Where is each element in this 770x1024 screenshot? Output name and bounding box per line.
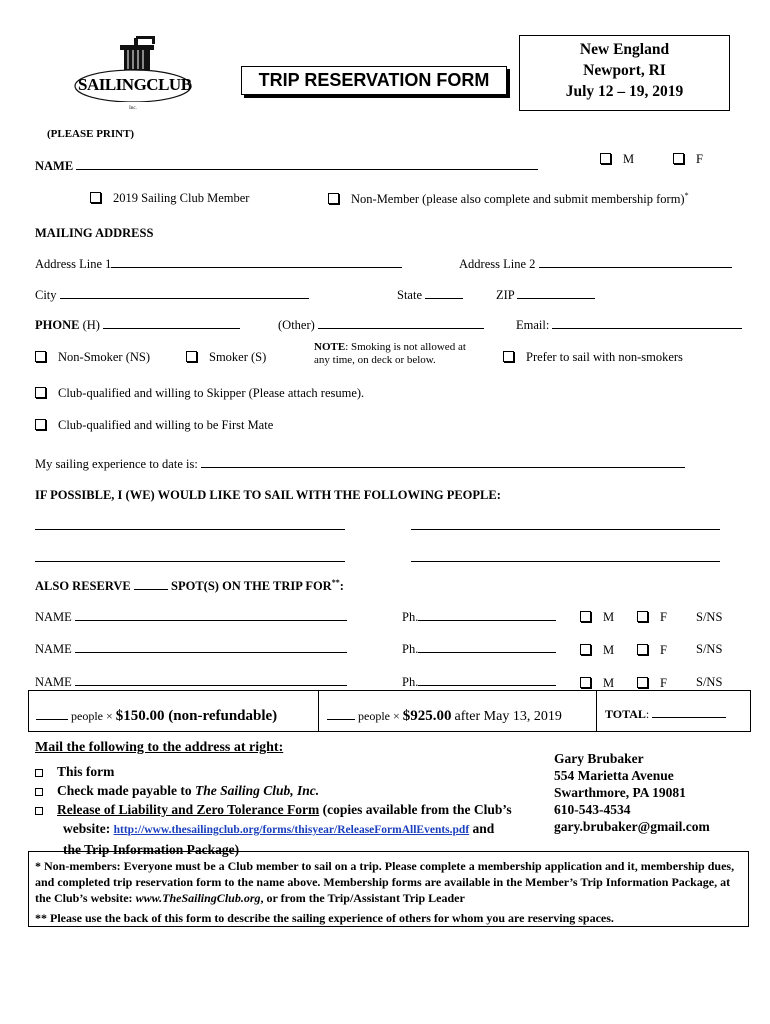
phone-h-label: (H): [82, 318, 100, 332]
mail-item-3-website-label: website:: [63, 821, 114, 836]
sail-with-field-4[interactable]: [411, 551, 720, 562]
name-label-text: NAME: [35, 159, 74, 173]
email-row: [516, 318, 742, 333]
note-text-2: any time, on deck or below.: [314, 354, 436, 366]
mail-item-2: Check made payable to: [57, 783, 195, 798]
mail-item-3-form-name: Release of Liability and Zero Tolerance Form: [57, 802, 320, 817]
price-option-1: [36, 708, 277, 725]
guest-sns-label[interactable]: S/NS: [696, 642, 723, 656]
sail-with-field-1[interactable]: [35, 519, 345, 530]
price-box: [28, 690, 751, 732]
guest-name-label: NAME: [35, 610, 72, 624]
mailing-address-heading: MAILING ADDRESS: [35, 226, 154, 240]
guest-name-field[interactable]: [75, 610, 347, 621]
also-reserve-label-2: SPOT(S) ON THE TRIP FOR: [171, 579, 332, 594]
checkbox-icon[interactable]: [35, 387, 46, 398]
prefer-non-smokers-option[interactable]: [503, 350, 683, 365]
checkbox-icon[interactable]: [35, 351, 46, 362]
total-label: TOTAL: [605, 707, 646, 721]
sail-with-field-3[interactable]: [35, 551, 345, 562]
non-smoker-option[interactable]: [35, 350, 150, 365]
footnote-1-text: * Non-members: Everyone must be a Club member to sail on a trip. Please complete a membership application and it, membership dues, and completed trip reservation form to the name above. Membership forms are available in the Member’s Trip Information Package, at the Club’s website:: [35, 859, 735, 905]
address-city: Swarthmore, PA 19081: [554, 785, 686, 800]
experience-label: My sailing experience to date is:: [35, 457, 198, 471]
bullet-box-icon: [35, 788, 43, 796]
address-name: Gary Brubaker: [554, 751, 644, 766]
mail-item-3-rest: (copies available from the Club’s: [319, 802, 512, 817]
mail-item-3-line3: the Trip Information Package): [63, 842, 240, 857]
checkbox-icon[interactable]: [35, 419, 46, 430]
name-field[interactable]: [76, 159, 538, 170]
total-row: TOTAL:: [605, 707, 726, 722]
note-label: NOTE: [314, 341, 346, 353]
trip-dates: July 12 – 19, 2019: [565, 83, 684, 100]
address-line1-field[interactable]: [111, 257, 402, 268]
spots-count-field[interactable]: [134, 579, 168, 590]
total-field[interactable]: [652, 707, 726, 718]
mail-items: [35, 762, 512, 859]
trip-location-box: [519, 35, 730, 111]
checkbox-icon[interactable]: [673, 153, 684, 164]
first-mate-label: Club-qualified and willing to be First Mate: [58, 418, 274, 432]
guest-phone-row: [402, 642, 556, 657]
guest-phone-label: Ph.: [402, 675, 419, 689]
guest-m-label: M: [603, 676, 615, 690]
address-line2-field[interactable]: [539, 257, 732, 268]
price1-amount: $150.00 (non-refundable): [115, 708, 278, 724]
address-email: gary.brubaker@gmail.com: [554, 819, 710, 834]
sailing-club-logo: [70, 36, 196, 114]
guest-m-option[interactable]: [580, 643, 614, 658]
guest-name-label: NAME: [35, 675, 72, 689]
guest-name-field[interactable]: [75, 675, 347, 686]
checkbox-icon[interactable]: [580, 677, 591, 688]
skipper-option[interactable]: [35, 386, 364, 401]
price-option-2: [327, 708, 562, 725]
address-line1-label: Address Line 1: [35, 257, 112, 271]
state-field[interactable]: [425, 288, 463, 299]
guest-f-label: F: [660, 610, 667, 624]
guest-sns-label[interactable]: S/NS: [696, 675, 723, 689]
guest-phone-label: Ph.: [402, 610, 419, 624]
name-label: [35, 159, 538, 174]
prefer-non-smokers-label: Prefer to sail with non-smokers: [526, 350, 683, 364]
mail-item-1: This form: [57, 764, 115, 779]
gender-f-option[interactable]: [673, 152, 703, 167]
address-line2-row: [459, 257, 732, 272]
smoker-label: Smoker (S): [209, 350, 267, 364]
non-member-footnote-mark: *: [684, 191, 689, 200]
sail-with-heading: IF POSSIBLE, I (WE) WOULD LIKE TO SAIL WITH THE FOLLOWING PEOPLE:: [35, 488, 501, 502]
checkbox-icon[interactable]: [600, 153, 611, 164]
mail-heading: Mail the following to the address at right:: [35, 740, 284, 755]
mail-item-3-and: and: [469, 821, 495, 836]
experience-field[interactable]: [201, 457, 685, 468]
trip-region: New England: [579, 41, 670, 58]
checkbox-icon[interactable]: [90, 192, 101, 203]
bullet-box-icon: [35, 769, 43, 777]
non-smoker-label: Non-Smoker (NS): [58, 350, 151, 364]
guest-name-row: [35, 675, 347, 690]
phone-label: PHONE: [35, 318, 80, 332]
smoking-note: [314, 341, 466, 367]
checkbox-icon[interactable]: [637, 677, 648, 688]
guest-m-option[interactable]: [580, 676, 614, 691]
form-title: TRIP RESERVATION FORM: [241, 66, 507, 95]
footnotes-box: [28, 851, 749, 927]
guest-phone-row: [402, 610, 556, 625]
guest-phone-field[interactable]: [418, 675, 556, 686]
club-website: www.TheSailingClub.org: [135, 891, 261, 905]
people-count-field-2[interactable]: [327, 709, 355, 720]
checkbox-icon[interactable]: [637, 644, 648, 655]
guest-m-label: M: [603, 643, 615, 657]
price1-people-label: people ×: [71, 709, 113, 723]
address-line1-row: [35, 257, 402, 272]
guest-name-row: [35, 642, 347, 657]
experience-row: [35, 457, 685, 472]
phone-home-field[interactable]: [103, 318, 240, 329]
footnote-2: ** Please use the back of this form to describe the sailing experience of others for whom you are reserving spaces.: [35, 911, 614, 925]
guest-f-option[interactable]: [637, 676, 667, 691]
address-street: 554 Marietta Avenue: [554, 768, 674, 783]
checkbox-icon[interactable]: [328, 193, 339, 204]
zip-row: [496, 288, 595, 303]
phone-row: [35, 318, 240, 333]
price2-after-date: after May 13, 2019: [454, 709, 562, 724]
phone-other-label: (Other): [278, 318, 315, 332]
address-line2-label: Address Line 2: [459, 257, 536, 271]
guest-phone-row: [402, 675, 556, 690]
gender-m-label: M: [623, 152, 635, 166]
guest-f-option[interactable]: [637, 643, 667, 658]
guest-m-label: M: [603, 610, 615, 624]
guest-phone-field[interactable]: [418, 642, 556, 653]
trip-city: Newport, RI: [583, 62, 666, 79]
skipper-label: Club-qualified and willing to Skipper (Please attach resume).: [58, 386, 365, 400]
bullet-box-icon: [35, 807, 43, 815]
zip-field[interactable]: [517, 288, 595, 299]
people-count-field-1[interactable]: [36, 709, 68, 720]
footnote-1-end: , or from the Trip/Assistant Trip Leader: [260, 891, 465, 905]
city-row: [35, 288, 309, 303]
member-option[interactable]: [90, 191, 249, 206]
guest-name-field[interactable]: [75, 642, 347, 653]
non-member-option[interactable]: [328, 191, 689, 207]
also-reserve-colon: :: [339, 579, 344, 594]
email-label: Email:: [516, 318, 550, 332]
first-mate-option[interactable]: [35, 418, 273, 433]
zip-label: ZIP: [496, 288, 515, 302]
also-reserve-row: [35, 578, 344, 594]
phone-other-field[interactable]: [318, 318, 484, 329]
svg-text:Inc.: Inc.: [129, 106, 137, 111]
gender-m-option[interactable]: [600, 152, 634, 167]
gender-f-label: F: [696, 152, 703, 166]
address-phone: 610-543-4534: [554, 802, 631, 817]
guest-m-option[interactable]: [580, 610, 614, 625]
mailing-address-block: [554, 750, 710, 835]
release-form-link[interactable]: http://www.thesailingclub.org/forms/thisyear/ReleaseFormAllEvents.pdf: [113, 824, 470, 836]
state-label: State: [397, 288, 422, 302]
guest-name-label: NAME: [35, 642, 72, 656]
also-reserve-label: ALSO RESERVE: [35, 579, 131, 594]
state-row: [397, 288, 463, 303]
member-label: 2019 Sailing Club Member: [113, 191, 250, 205]
note-text: : Smoking is not allowed at: [345, 341, 466, 353]
footnote-1: [35, 858, 742, 906]
please-print: (PLEASE PRINT): [47, 128, 135, 140]
city-field[interactable]: [60, 288, 309, 299]
phone-other-row: [278, 318, 484, 333]
guest-phone-field[interactable]: [418, 610, 556, 621]
guest-f-label: F: [660, 643, 667, 657]
checkbox-icon[interactable]: [186, 351, 197, 362]
city-label: City: [35, 288, 57, 302]
price2-people-label: people ×: [358, 709, 400, 723]
guest-name-row: [35, 610, 347, 625]
sail-with-field-2[interactable]: [411, 519, 720, 530]
guest-f-option[interactable]: [637, 610, 667, 625]
mail-item-2-payee: The Sailing Club, Inc.: [195, 783, 320, 798]
guest-phone-label: Ph.: [402, 642, 419, 656]
email-field[interactable]: [552, 318, 742, 329]
price2-amount: $925.00: [402, 708, 452, 724]
non-member-label: Non-Member (please also complete and submit membership form): [351, 192, 685, 207]
checkbox-icon[interactable]: [580, 611, 591, 622]
guest-f-label: F: [660, 676, 667, 690]
checkbox-icon[interactable]: [637, 611, 648, 622]
checkbox-icon[interactable]: [503, 351, 514, 362]
smoker-option[interactable]: [186, 350, 266, 365]
also-reserve-footnote-mark: **: [331, 578, 340, 587]
guest-sns-label[interactable]: S/NS: [696, 610, 723, 624]
checkbox-icon[interactable]: [580, 644, 591, 655]
logo-text: SAILINGCLUB: [78, 75, 192, 94]
